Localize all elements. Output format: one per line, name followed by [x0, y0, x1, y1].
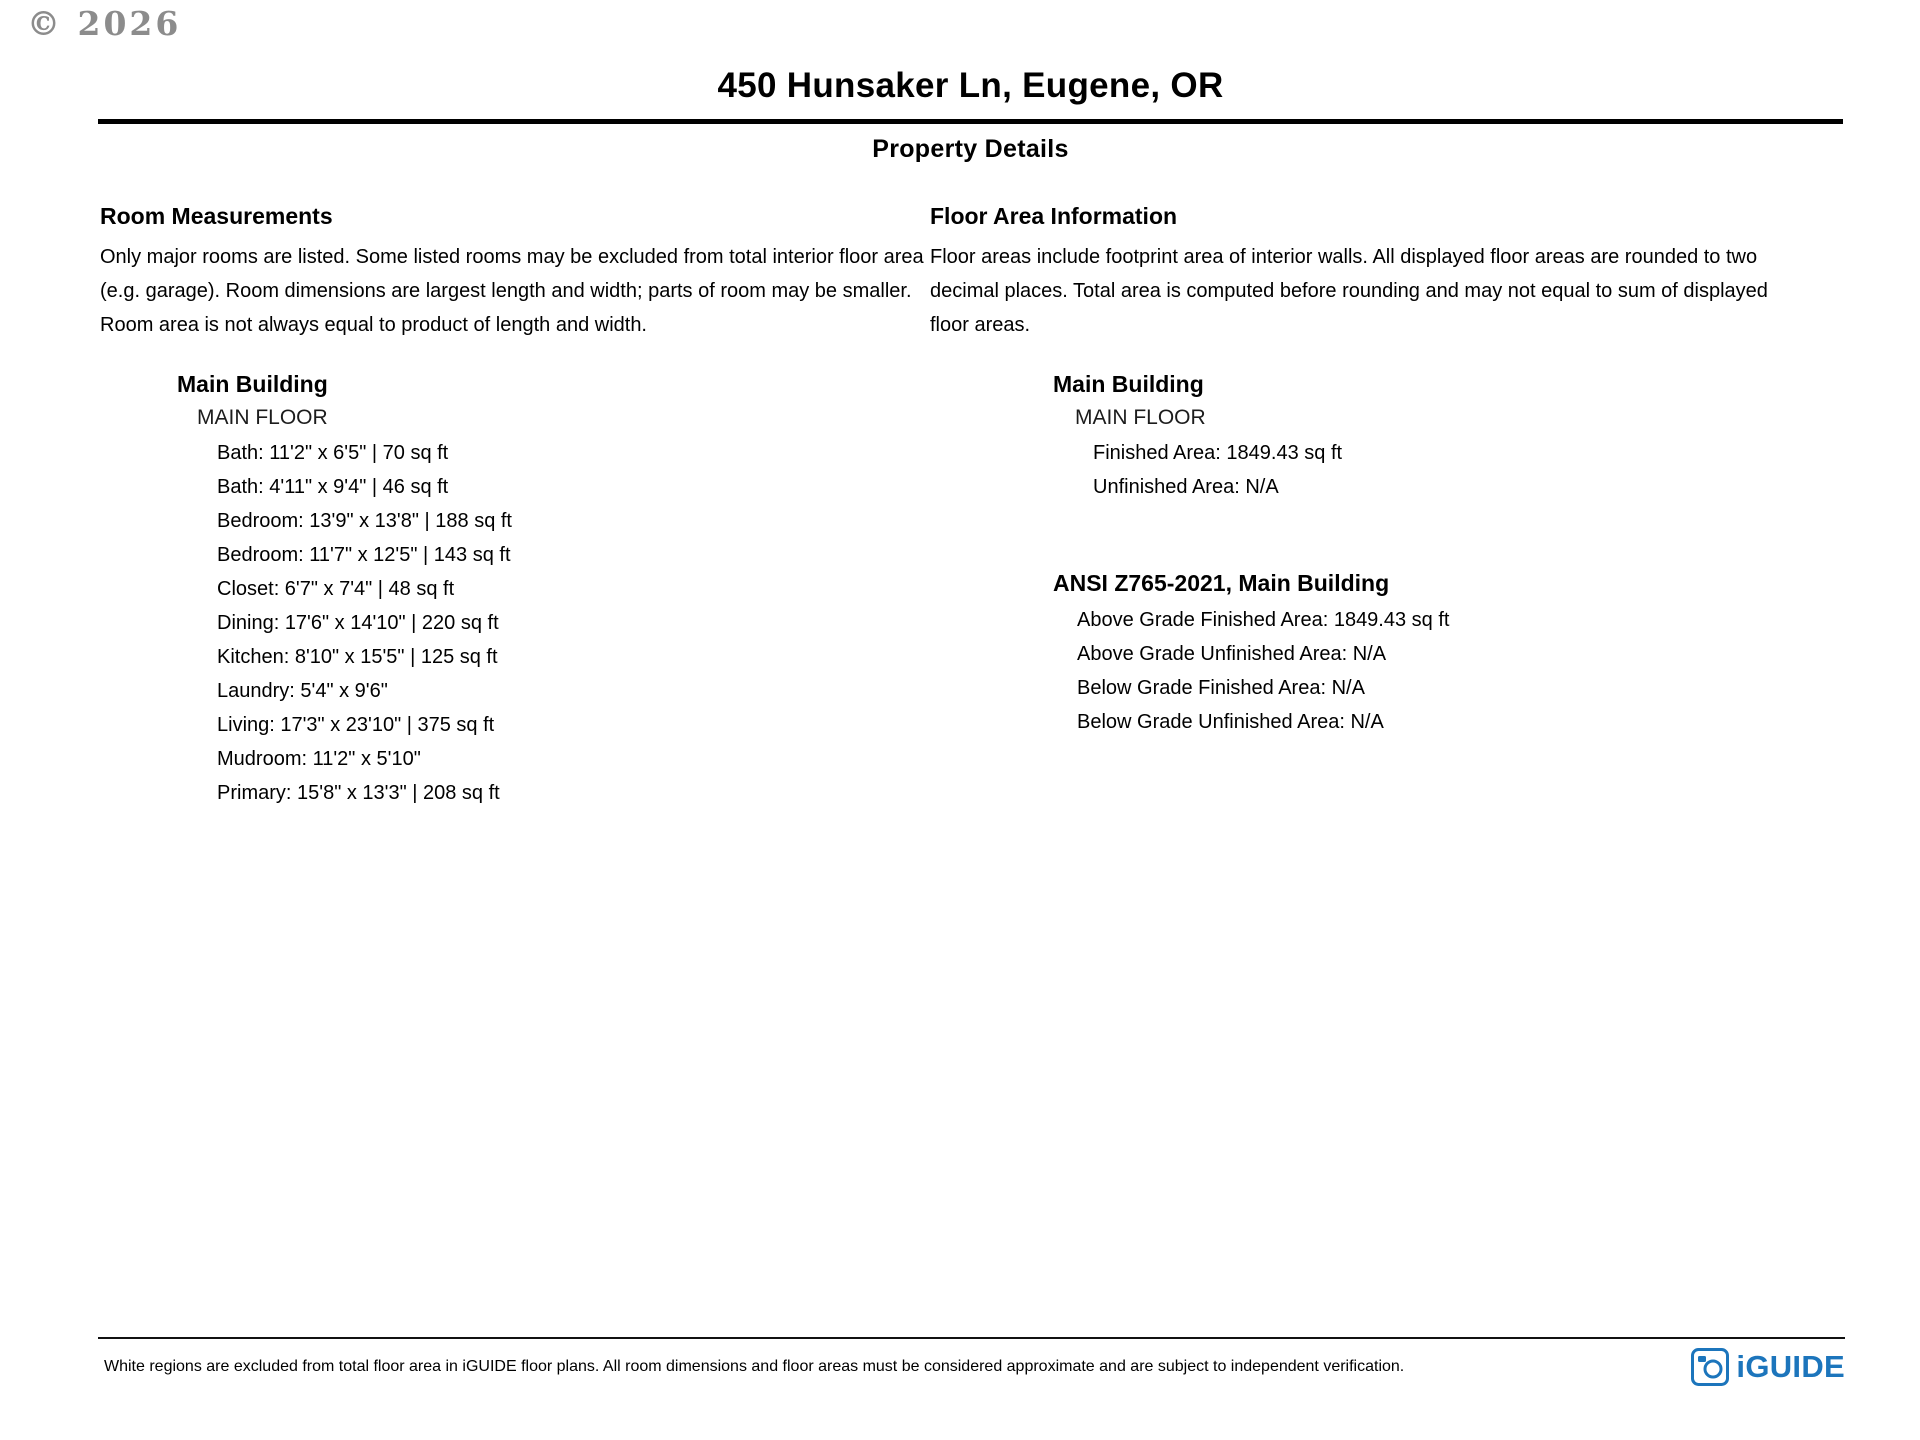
ansi-list [1077, 603, 1855, 739]
room-measurements-description [100, 240, 924, 342]
ansi-item: Above Grade Finished Area: 1849.43 sq ft [1077, 609, 1450, 631]
copyright-watermark: © 2026 [27, 4, 182, 43]
main-building-block [1053, 370, 1855, 504]
floor-area-item: Finished Area: 1849.43 sq ft [1093, 442, 1343, 464]
building-name: Main Building [177, 371, 328, 397]
floor-area-list [1093, 436, 1855, 504]
floor-area-heading: Floor Area Information [930, 203, 1178, 229]
floor-area-item: Unfinished Area: N/A [1093, 476, 1279, 498]
floor-area-section [930, 203, 1855, 739]
description-line: decimal places. Total area is computed before rounding and may not equal to sum of displayed [930, 280, 1768, 302]
room-item: Dining: 17'6" x 14'10" | 220 sq ft [217, 612, 499, 634]
room-measurements-heading: Room Measurements [100, 203, 333, 229]
building-name: Main Building [1053, 371, 1204, 397]
iguide-logo-icon [1691, 1348, 1729, 1386]
floor-name: MAIN FLOOR [197, 406, 328, 429]
ansi-item: Below Grade Finished Area: N/A [1077, 677, 1365, 699]
floor-area-description [930, 240, 1855, 342]
room-item: Living: 17'3" x 23'10" | 375 sq ft [217, 714, 495, 736]
room-item: Kitchen: 8'10" x 15'5" | 125 sq ft [217, 646, 498, 668]
description-line: (e.g. garage). Room dimensions are largest length and width; parts of room may be smaller. [100, 280, 912, 302]
room-item: Mudroom: 11'2" x 5'10" [217, 748, 421, 770]
room-measurements-section [100, 203, 924, 810]
room-list [217, 436, 915, 810]
room-item: Bedroom: 13'9" x 13'8" | 188 sq ft [217, 510, 512, 532]
iguide-logo [1691, 1348, 1845, 1386]
room-item: Bath: 4'11" x 9'4" | 46 sq ft [217, 476, 449, 498]
ansi-item: Above Grade Unfinished Area: N/A [1077, 643, 1387, 665]
title-divider [98, 119, 1843, 124]
description-line: Room area is not always equal to product of length and width. [100, 314, 647, 336]
page-subtitle: Property Details [872, 135, 1069, 163]
main-building-block [177, 370, 915, 810]
floor-name: MAIN FLOOR [1075, 406, 1206, 429]
room-item: Primary: 15'8" x 13'3" | 208 sq ft [217, 782, 500, 804]
page-header [98, 0, 1843, 164]
room-item: Bath: 11'2" x 6'5" | 70 sq ft [217, 442, 449, 464]
iguide-logo-text: iGUIDE [1736, 1349, 1845, 1384]
description-line: Floor areas include footprint area of interior walls. All displayed floor areas are rounded to two [930, 246, 1758, 268]
room-item: Bedroom: 11'7" x 12'5" | 143 sq ft [217, 544, 511, 566]
ansi-item: Below Grade Unfinished Area: N/A [1077, 711, 1384, 733]
room-item: Laundry: 5'4" x 9'6" [217, 680, 388, 702]
description-line: floor areas. [930, 314, 1031, 336]
ansi-heading: ANSI Z765-2021, Main Building [1053, 570, 1390, 596]
room-item: Closet: 6'7" x 7'4" | 48 sq ft [217, 578, 455, 600]
disclaimer-text: White regions are excluded from total floor area in iGUIDE floor plans. All room dimensions and floor areas must be considered approximate and are subject to independent verification. [104, 1358, 1405, 1375]
page-footer [98, 1337, 1845, 1386]
ansi-block [1053, 569, 1855, 739]
description-line: Only major rooms are listed. Some listed rooms may be excluded from total interior floor area [100, 246, 924, 268]
property-address-title: 450 Hunsaker Ln, Eugene, OR [717, 66, 1224, 105]
